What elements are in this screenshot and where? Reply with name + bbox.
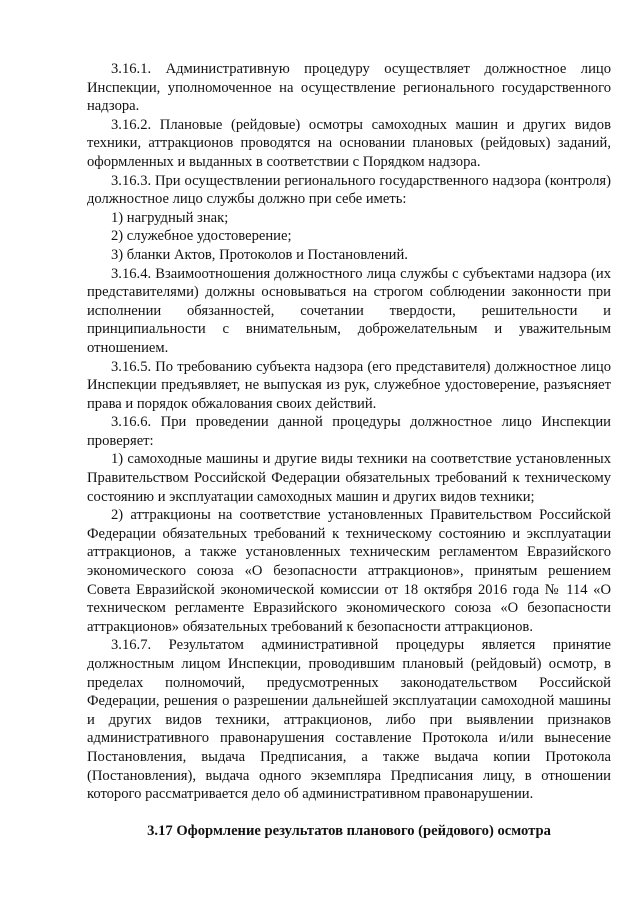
list-item-id-card: 2) служебное удостоверение; bbox=[111, 228, 292, 245]
document-body bbox=[87, 60, 611, 840]
section-heading-3-17: 3.17 Оформление результатов планового (рейдового) осмотра bbox=[147, 822, 551, 839]
paragraph-3-16-6: 3.16.6. При проведении данной процедуры должностное лицо Инспекции проверяет: bbox=[87, 414, 611, 449]
paragraph-3-16-7: 3.16.7. Результатом административной процедуры является принятие должностным лицом Инспекции, проводившим плановый (рейдовый) осмотр, в пределах полномочий, предусмотренных законодательством Российской Федерации, решения о разрешении дальнейшей эксплуатации самоходной машины и других видов техники, аттракционов, либо при выявлении признаков административного правонарушения составление Протокола и/или вынесение Постановления, выдача Предписания, а также выдача копии Протокола (Постановления), выдача одного экземпляра Предписания лицу, в отношении которого рассматривается дело об административном правонарушении. bbox=[87, 637, 611, 803]
list-item-machines: 1) самоходные машины и другие виды техники на соответствие установленных Правительством Российской Федерации обязательных требований к техническому состоянию и эксплуатации самоходных машин и других видов техники; bbox=[87, 451, 611, 505]
list-item-forms: 3) бланки Актов, Протоколов и Постановлений. bbox=[111, 246, 408, 263]
list-item-attractions: 2) аттракционы на соответствие установленных Правительством Российской Федерации обязательных требований к техническому состоянию и эксплуатации аттракционов, а также установленных техническим регламентом Евразийского экономического союза «О безопасности аттракционов», принятым решением Совета Евразийской экономической комиссии от 18 октября 2016 года № 114 «О техническом регламенте Евразийского экономического союза «О безопасности аттракционов» обязательных требований к безопасности аттракционов. bbox=[87, 507, 611, 635]
paragraph-3-16-2: 3.16.2. Плановые (рейдовые) осмотры самоходных машин и других видов техники, аттракционов проводятся на основании плановых (рейдовых) заданий, оформленных и выданных в соответствии с Порядком надзора. bbox=[87, 116, 611, 170]
paragraph-3-16-3: 3.16.3. При осуществлении регионального государственного надзора (контроля) должностное лицо службы должно при себе иметь: bbox=[87, 172, 611, 208]
paragraph-3-16-1: 3.16.1. Административную процедуру осуществляет должностное лицо Инспекции, уполномоченное на осуществление регионального государственного надзора. bbox=[87, 61, 611, 115]
paragraph-3-16-5: 3.16.5. По требованию субъекта надзора (его представителя) должностное лицо Инспекции предъявляет, не выпуская из рук, служебное удостоверение, разъясняет права и порядок обжалования своих действий. bbox=[87, 358, 611, 412]
paragraph-3-16-4: 3.16.4. Взаимоотношения должностного лица службы с субъектами надзора (их представителями) должны основываться на строгом соблюдении законности при исполнении обязанностей, сочетании твердости, решительности и принципиальности с внимательным, доброжелательным и уважительным отношением. bbox=[87, 265, 611, 356]
list-item-badge: 1) нагрудный знак; bbox=[111, 209, 229, 226]
